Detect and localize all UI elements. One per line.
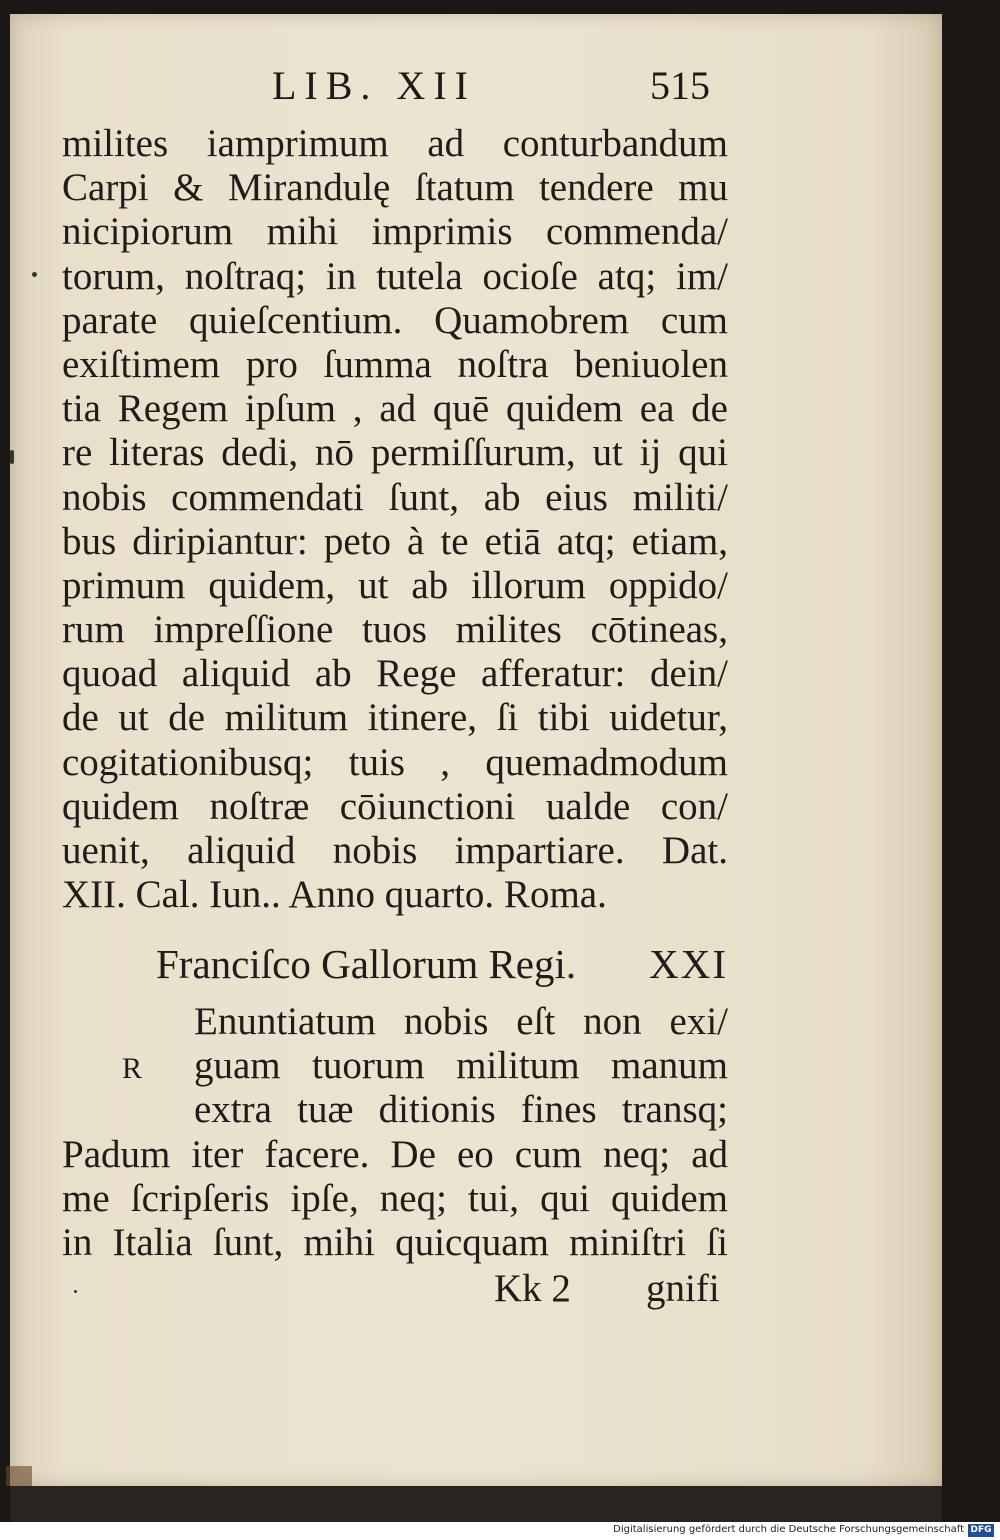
text-line: Carpi & Mirandulę ſtatum tendere mu <box>62 166 728 210</box>
text-line: tia Regem ipſum , ad quē quidem ea de <box>62 387 728 431</box>
initial-letter-marker: R <box>122 1052 143 1085</box>
text-line: torum, noſtraq; in tutela ocioſe atq; im/ <box>62 254 728 298</box>
text-line: XII. Cal. Iun.. Anno quarto. Roma. <box>62 873 607 917</box>
text-line: quoad aliquid ab Rege afferatur: dein/ <box>62 652 728 696</box>
margin-speck <box>10 450 14 464</box>
paper-scrap <box>6 1466 32 1486</box>
text-line: quidem noſtræ cōiunctioni ualde con/ <box>62 784 728 828</box>
letter-text <box>62 1000 728 1265</box>
text-line: rum impreſſione tuos milites cōtineas, <box>62 608 728 652</box>
text-line: extra tuæ ditionis fines transq; <box>194 1088 728 1132</box>
text-line: cogitationibusq; tuis , quemadmodum <box>62 740 728 784</box>
text-line: Enuntiatum nobis eſt non exi/ <box>194 1000 728 1043</box>
page-header <box>10 62 942 112</box>
margin-speck <box>32 272 37 277</box>
book-page <box>10 14 942 1486</box>
margin-speck <box>74 1290 77 1293</box>
letter-number: XXI <box>649 941 728 987</box>
text-line: Padum iter facere. De eo cum neq; ad <box>62 1132 728 1176</box>
text-line: guam tuorum militum manum <box>194 1044 728 1088</box>
text-line: bus diripiantur: peto à te etiā atq; etiam, <box>62 519 728 563</box>
text-line: de ut de militum itinere, ſi tibi uidetur, <box>62 696 728 740</box>
digitization-credit: Digitalisierung gefördert durch die Deutsche Forschungsgemeinschaft <box>613 1524 964 1535</box>
page-bottom-edge <box>10 1486 942 1522</box>
letter-heading <box>156 940 728 988</box>
text-line: uenit, aliquid nobis impartiare. Dat. <box>62 829 728 872</box>
text-line: parate quieſcentium. Quamobrem cum <box>62 298 728 342</box>
dfg-logo: DFG <box>968 1524 994 1537</box>
text-line: nicipiorum mihi imprimis commenda/ <box>62 210 728 254</box>
text-line: milites iamprimum ad conturbandum <box>62 122 728 165</box>
page-number: 515 <box>650 63 710 108</box>
signature-mark: Kk 2 <box>494 1267 571 1310</box>
catchword: gnifi <box>646 1267 720 1310</box>
running-head: LIB. XII <box>272 63 476 108</box>
body-text <box>62 122 728 917</box>
text-line: re literas dedi, nō permiſſurum, ut ij qui <box>62 431 728 475</box>
text-line: nobis commendati ſunt, ab eius militi/ <box>62 475 728 519</box>
letter-addressee: Franciſco Gallorum Regi. <box>156 941 577 987</box>
text-line: in Italia ſunt, mihi quicquam miniſtri ſi <box>62 1220 728 1264</box>
text-line: me ſcripſeris ipſe, neq; tui, qui quidem <box>62 1176 728 1220</box>
text-line: exiſtimem pro ſumma noſtra beniuolen <box>62 342 728 386</box>
text-line: primum quidem, ut ab illorum oppido/ <box>62 563 728 607</box>
